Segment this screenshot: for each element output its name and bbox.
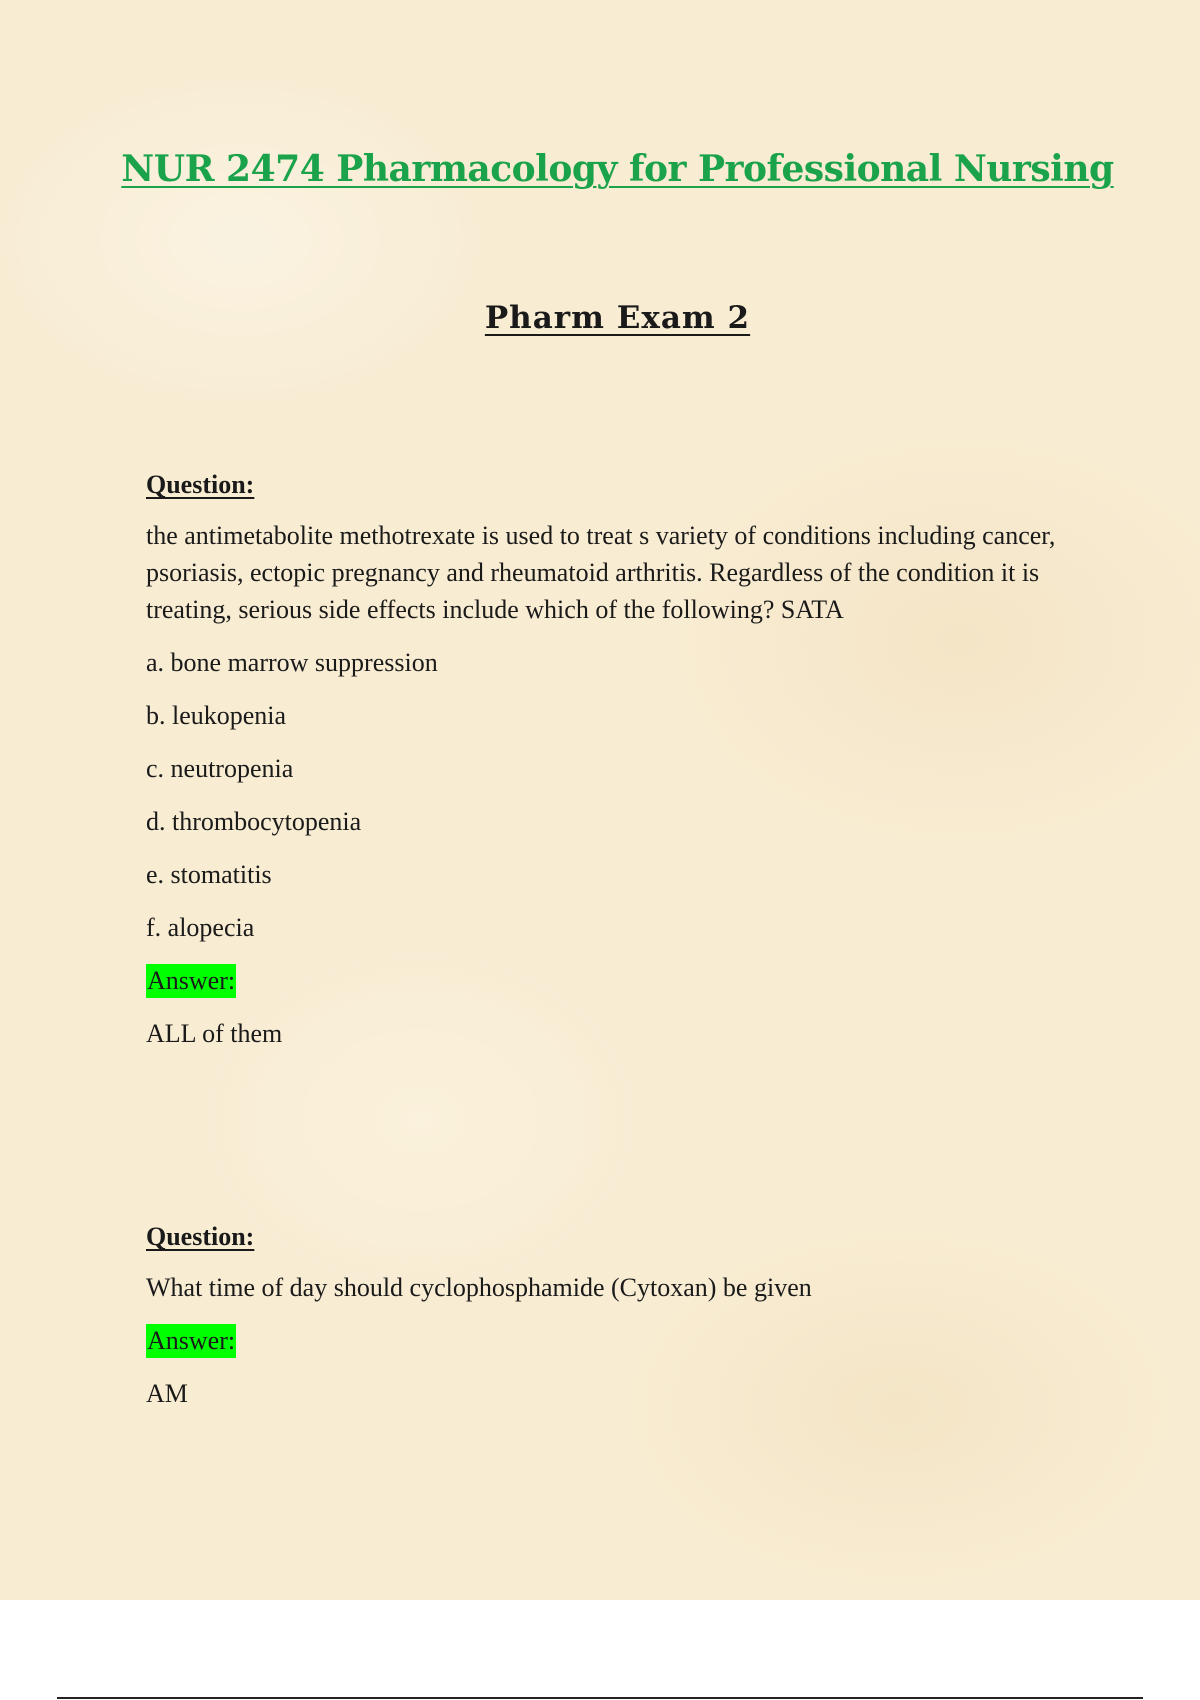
exam-subtitle bbox=[0, 300, 1200, 336]
question-label: Question: bbox=[146, 1222, 255, 1251]
exam-subtitle-text: Pharm Exam 2 bbox=[484, 300, 751, 336]
answer-text: ALL of them bbox=[146, 1019, 283, 1048]
answer-option-b: b. leukopenia bbox=[146, 701, 287, 730]
document-title-text: NUR 2474 Pharmacology for Professional Nursing bbox=[121, 148, 1114, 190]
question-text: the antimetabolite methotrexate is used to treat s variety of conditions including cancer, psoriasis, ectopic pregnancy and rheumatoid arthritis. Regardless of the condition it is treating, serious side effects include which of the following? SATA bbox=[146, 521, 1056, 624]
footer-divider bbox=[57, 1697, 1143, 1699]
answer-label: Answer: bbox=[146, 964, 236, 998]
question-block-2 bbox=[146, 1218, 1096, 1412]
question-block-1 bbox=[146, 466, 1096, 1052]
answer-option-e: e. stomatitis bbox=[146, 860, 272, 889]
answer-option-c: c. neutropenia bbox=[146, 754, 294, 783]
question-label: Question: bbox=[146, 470, 255, 499]
answer-option-f: f. alopecia bbox=[146, 913, 255, 942]
answer-text: AM bbox=[146, 1379, 188, 1408]
answer-label-row bbox=[146, 962, 1096, 999]
answer-label-row bbox=[146, 1322, 1096, 1359]
question-text: What time of day should cyclophosphamide (Cytoxan) be given bbox=[146, 1273, 812, 1302]
answer-label: Answer: bbox=[146, 1324, 236, 1358]
answer-option-a: a. bone marrow suppression bbox=[146, 648, 438, 677]
document-title bbox=[0, 148, 1200, 190]
answer-option-d: d. thrombocytopenia bbox=[146, 807, 362, 836]
